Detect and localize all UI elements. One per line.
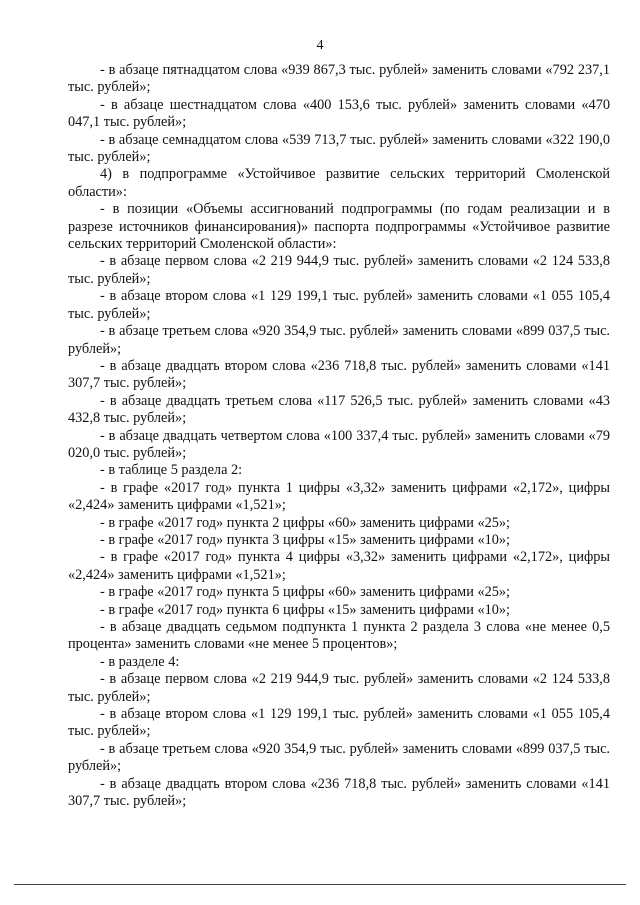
paragraph: - в графе «2017 год» пункта 2 цифры «60» заменить цифрами «25»;	[100, 514, 511, 531]
paragraph: - в графе «2017 год» пункта 5 цифры «60» заменить цифрами «25»;	[100, 584, 511, 601]
paragraph: - в позиции «Объемы ассигнований подпрограммы (по годам реализации и в разрезе источников финансирования)» паспорта подпрограммы «Устойчивое развитие сельских территорий Смоленской области»:	[68, 201, 610, 253]
paragraph: - в абзаце двадцать втором слова «236 718,8 тыс. рублей» заменить словами «141 307,7 тыс. рублей»;	[68, 775, 610, 810]
paragraph: - в абзаце третьем слова «920 354,9 тыс. рублей» заменить словами «899 037,5 тыс. рублей»;	[68, 323, 610, 357]
paragraph: - в абзаце первом слова «2 219 944,9 тыс. рублей» заменить словами «2 124 533,8 тыс. рублей»;	[68, 671, 610, 705]
paragraph: - в графе «2017 год» пункта 3 цифры «15» заменить цифрами «10»;	[100, 531, 511, 548]
paragraph: - в абзаце первом слова «2 219 944,9 тыс. рублей» заменить словами «2 124 533,8 тыс. рублей»;	[68, 253, 610, 287]
paragraph: - в абзаце пятнадцатом слова «939 867,3 тыс. рублей» заменить словами «792 237,1 тыс. рублей»;	[68, 62, 610, 96]
paragraph: - в абзаце двадцать четвертом слова «100 337,4 тыс. рублей» заменить словами «79 020,0 тыс. рублей»;	[68, 427, 610, 461]
paragraph: 4) в подпрограмме «Устойчивое развитие сельских территорий Смоленской области»:	[68, 166, 610, 200]
paragraph: - в таблице 5 раздела 2:	[100, 462, 243, 479]
paragraph: - в абзаце шестнадцатом слова «400 153,6 тыс. рублей» заменить словами «470 047,1 тыс. рублей»;	[68, 96, 610, 131]
page-number: 4	[316, 38, 324, 53]
paragraph: - в абзаце двадцать третьем слова «117 526,5 тыс. рублей» заменить словами «43 432,8 тыс. рублей»;	[68, 392, 610, 427]
paragraph: - в разделе 4:	[100, 653, 180, 670]
paragraph: - в абзаце двадцать втором слова «236 718,8 тыс. рублей» заменить словами «141 307,7 тыс. рублей»;	[68, 357, 610, 392]
footer-divider	[14, 884, 626, 885]
paragraph: - в абзаце двадцать седьмом подпункта 1 пункта 2 раздела 3 слова «не менее 0,5 процента» заменить словами «не менее 5 процентов»;	[68, 619, 610, 653]
paragraph: - в графе «2017 год» пункта 6 цифры «15» заменить цифрами «10»;	[100, 601, 511, 618]
document-body	[68, 62, 610, 810]
paragraph: - в абзаце семнадцатом слова «539 713,7 тыс. рублей» заменить словами «322 190,0 тыс. рублей»;	[68, 131, 610, 166]
paragraph: - в графе «2017 год» пункта 1 цифры «3,32» заменить цифрами «2,172», цифры «2,424» заменить цифрами «1,521»;	[68, 479, 610, 514]
paragraph: - в абзаце втором слова «1 129 199,1 тыс. рублей» заменить словами «1 055 105,4 тыс. рублей»;	[68, 288, 610, 322]
paragraph: - в графе «2017 год» пункта 4 цифры «3,32» заменить цифрами «2,172», цифры «2,424» заменить цифрами «1,521»;	[68, 549, 610, 583]
paragraph: - в абзаце втором слова «1 129 199,1 тыс. рублей» заменить словами «1 055 105,4 тыс. рублей»;	[68, 706, 610, 740]
paragraph: - в абзаце третьем слова «920 354,9 тыс. рублей» заменить словами «899 037,5 тыс. рублей»;	[68, 740, 610, 775]
